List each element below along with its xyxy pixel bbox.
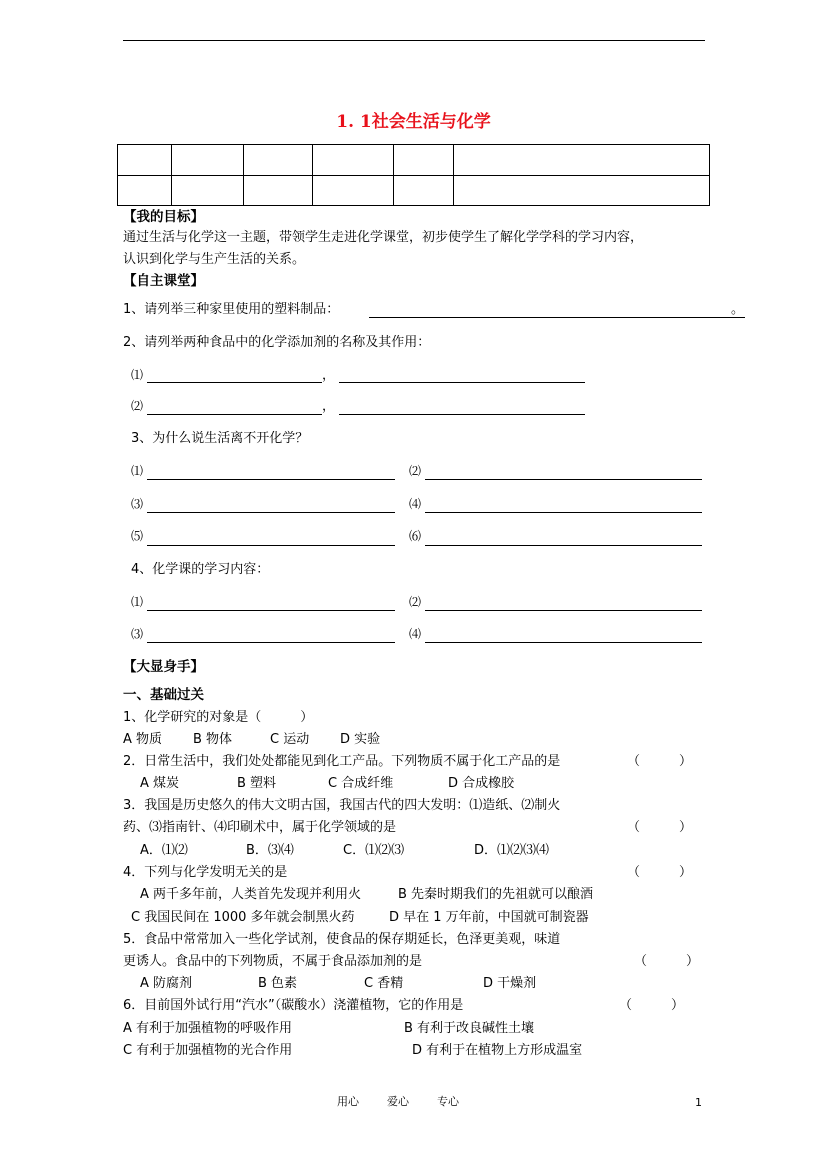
header-rule bbox=[123, 40, 705, 41]
q1-option-b: B 物体 bbox=[193, 732, 233, 747]
table-cell bbox=[313, 145, 394, 176]
item-number: ⑵ bbox=[409, 595, 422, 609]
footer-slogan-2: 爱心 bbox=[387, 1095, 409, 1108]
q1-option-d: D 实验 bbox=[340, 732, 381, 747]
page-title: 1. 1社会生活与化学 bbox=[336, 112, 491, 132]
answer-paren: （ ） bbox=[619, 998, 685, 1013]
q2-option-c: C 合成纤维 bbox=[328, 776, 394, 791]
q5-option-d: D 干燥剂 bbox=[483, 976, 537, 991]
table-cell bbox=[394, 175, 454, 206]
item-number: ⑸ bbox=[131, 529, 144, 543]
q1-option-c: C 运动 bbox=[270, 732, 310, 747]
answer-line[interactable] bbox=[339, 382, 585, 383]
q3-option-d: D．⑴⑵⑶⑷ bbox=[474, 843, 550, 858]
self-q2: 2、请列举两种食品中的化学添加剂的名称及其作用： bbox=[123, 335, 431, 350]
answer-paren: （ ） bbox=[627, 865, 693, 880]
question-4-stem: 4．下列与化学发明无关的是 bbox=[123, 865, 288, 880]
q6-option-a: A 有利于加强植物的呼吸作用 bbox=[123, 1021, 293, 1036]
table-cell bbox=[244, 145, 313, 176]
table-cell bbox=[394, 145, 454, 176]
info-table bbox=[117, 144, 710, 206]
answer-line[interactable] bbox=[425, 545, 702, 546]
question-2-stem: 2．日常生活中，我们处处都能见到化工产品。下列物质不属于化工产品的是 bbox=[123, 754, 561, 769]
practice-heading: 【大显身手】 bbox=[123, 659, 204, 675]
answer-line[interactable] bbox=[147, 642, 395, 643]
page-number: 1 bbox=[695, 1096, 702, 1109]
item-number: ⑷ bbox=[409, 497, 422, 511]
answer-line[interactable] bbox=[147, 545, 395, 546]
table-cell bbox=[454, 145, 710, 176]
table-row bbox=[118, 175, 710, 206]
item-number: ⑴ bbox=[131, 464, 144, 478]
table-row bbox=[118, 145, 710, 176]
q3-option-c: C．⑴⑵⑶ bbox=[343, 843, 405, 858]
answer-paren: （ ） bbox=[627, 754, 693, 769]
answer-line[interactable] bbox=[425, 610, 702, 611]
item-number: ⑴ bbox=[131, 595, 144, 609]
footer-slogan-3: 专心 bbox=[437, 1095, 459, 1108]
q5-option-b: B 色素 bbox=[258, 976, 298, 991]
answer-line[interactable] bbox=[339, 414, 585, 415]
goal-text-1: 通过生活与化学这一主题，带领学生走进化学课堂，初步使学生了解化学学科的学习内容， bbox=[123, 230, 644, 245]
answer-line[interactable] bbox=[425, 512, 702, 513]
answer-paren: （ ） bbox=[627, 820, 693, 835]
table-cell bbox=[244, 175, 313, 206]
item-number: ⑷ bbox=[409, 627, 422, 641]
footer-slogan-1: 用心 bbox=[337, 1095, 359, 1108]
answer-line[interactable] bbox=[147, 610, 395, 611]
self-q1: 1、请列举三种家里使用的塑料制品： bbox=[123, 302, 340, 317]
table-cell bbox=[172, 175, 244, 206]
table-cell bbox=[118, 175, 172, 206]
table-cell bbox=[313, 175, 394, 206]
answer-line[interactable] bbox=[425, 642, 702, 643]
question-5-stem-1: 5．食品中常常加入一些化学试剂，使食品的保存期延长，色泽更美观，味道 bbox=[123, 932, 561, 947]
answer-line[interactable] bbox=[147, 512, 395, 513]
item-number: ⑹ bbox=[409, 529, 422, 543]
table-cell bbox=[454, 175, 710, 206]
answer-line[interactable] bbox=[147, 382, 322, 383]
item-number: ⑵ bbox=[409, 464, 422, 478]
q4-option-a: A 两千多年前，人类首先发现并利用火 bbox=[140, 887, 362, 902]
q1-option-a: A 物质 bbox=[123, 732, 163, 747]
item-number: ⑴ bbox=[131, 368, 144, 382]
item-number: ⑵ bbox=[131, 399, 144, 413]
answer-line[interactable] bbox=[147, 414, 322, 415]
item-number: ⑶ bbox=[131, 497, 144, 511]
answer-line[interactable] bbox=[425, 479, 702, 480]
q5-option-a: A 防腐剂 bbox=[140, 976, 193, 991]
question-3-stem-2: 药、⑶指南针、⑷印刷术中，属于化学领域的是 bbox=[123, 820, 397, 835]
goal-text-2: 认识到化学与生产生活的关系。 bbox=[123, 252, 306, 267]
answer-line[interactable] bbox=[147, 479, 395, 480]
self-study-heading: 【自主课堂】 bbox=[123, 273, 204, 289]
item-number: ⑶ bbox=[131, 627, 144, 641]
q5-option-c: C 香精 bbox=[364, 976, 404, 991]
question-6-stem: 6．目前国外试行用“汽水”（碳酸水）浇灌植物，它的作用是 bbox=[123, 998, 464, 1013]
table-cell bbox=[172, 145, 244, 176]
question-5-stem-2: 更诱人。食品中的下列物质，不属于食品添加剂的是 bbox=[123, 954, 423, 969]
section-basic: 一、基础过关 bbox=[123, 687, 204, 703]
q3-option-b: B．⑶⑷ bbox=[246, 843, 294, 858]
q2-option-b: B 塑料 bbox=[237, 776, 277, 791]
answer-paren: （ ） bbox=[634, 954, 700, 969]
q6-option-b: B 有利于改良碱性土壤 bbox=[404, 1021, 535, 1036]
q3-option-a: A．⑴⑵ bbox=[140, 843, 188, 858]
q4-option-c: C 我国民间在 1000 多年就会制黑火药 bbox=[131, 910, 355, 925]
q2-option-d: D 合成橡胶 bbox=[448, 776, 515, 791]
q4-option-b: B 先秦时期我们的先祖就可以酿酒 bbox=[398, 887, 594, 902]
answer-line[interactable] bbox=[369, 317, 745, 318]
table-cell bbox=[118, 145, 172, 176]
q4-option-d: D 早在 1 万年前，中国就可制瓷器 bbox=[389, 910, 589, 925]
q6-option-c: C 有利于加强植物的光合作用 bbox=[123, 1043, 293, 1058]
self-q4: 4、化学课的学习内容： bbox=[131, 562, 270, 577]
self-q1-end: 。 bbox=[731, 302, 745, 317]
q6-option-d: D 有利于在植物上方形成温室 bbox=[412, 1043, 583, 1058]
q2-option-a: A 煤炭 bbox=[140, 776, 180, 791]
goal-heading: 【我的目标】 bbox=[123, 209, 204, 225]
comma: ， bbox=[322, 368, 336, 383]
question-3-stem-1: 3．我国是历史悠久的伟大文明古国，我国古代的四大发明：⑴造纸、⑵制火 bbox=[123, 798, 561, 813]
self-q3: 3、为什么说生活离不开化学？ bbox=[131, 431, 309, 446]
question-1-stem: 1、化学研究的对象是（ ） bbox=[123, 710, 314, 725]
comma: ， bbox=[322, 399, 336, 414]
